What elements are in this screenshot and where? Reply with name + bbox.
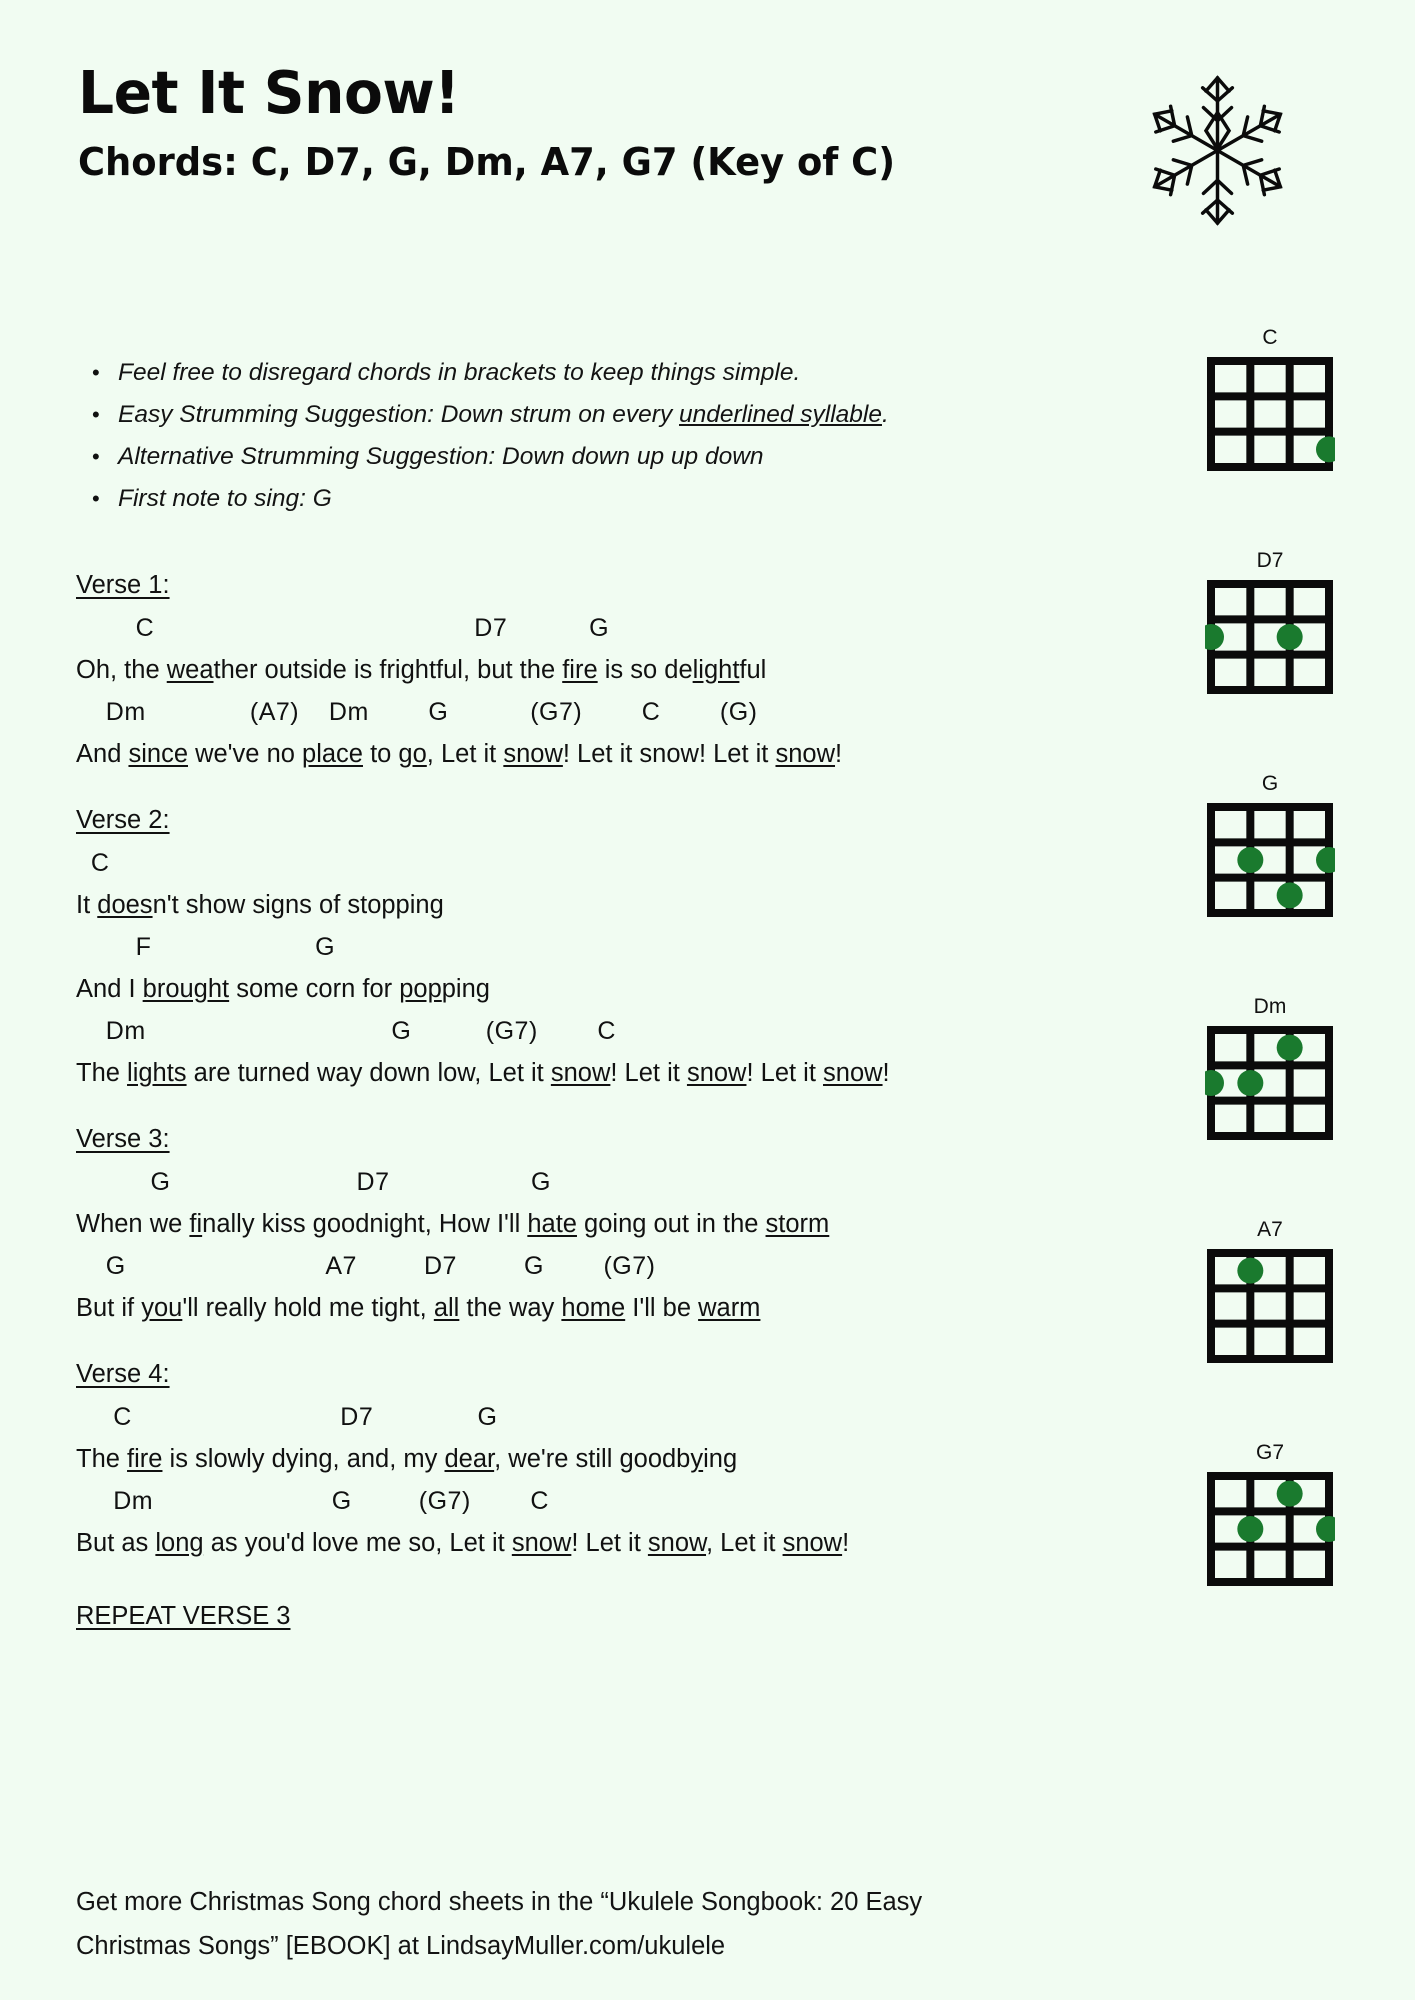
footer-line-2: Christmas Songs” [EBOOK] at LindsayMuller.com/ukulele [76, 1932, 726, 1960]
lyric-text: ping [441, 975, 490, 1003]
strum-syllable: hate [527, 1210, 577, 1238]
chord-line: F G [76, 933, 336, 961]
verse-heading: Verse 2: [76, 806, 170, 834]
strum-syllable: does [97, 891, 153, 919]
lyric-text: ! [835, 740, 843, 768]
chord-fretboard [1200, 1470, 1340, 1595]
verse-heading: Verse 3: [76, 1125, 170, 1153]
lyric-text: to [362, 740, 399, 768]
strum-syllable: go [398, 740, 427, 768]
chord-line: G D7 G [76, 1168, 551, 1196]
note-text: Feel free to disregard chords in brackets to keep things simple. [118, 359, 801, 386]
strum-syllable: snow [782, 1529, 843, 1557]
strum-syllable: place [302, 740, 363, 768]
lyric-text: Oh, the [76, 656, 167, 684]
verse-heading: Verse 4: [76, 1360, 170, 1388]
repeat-verse-note: REPEAT VERSE 3 [76, 1602, 291, 1630]
lyric-text: are turned way down low, Let it [186, 1059, 551, 1087]
strum-syllable: since [128, 740, 188, 768]
chord-diagram-label: Dm [1253, 995, 1287, 1018]
strum-syllable: snow [775, 740, 836, 768]
lyric-line [76, 1287, 1146, 1329]
chord-diagram-A7 [1200, 1217, 1340, 1372]
lyric-line [76, 1052, 1146, 1094]
strum-syllable: light [692, 656, 740, 684]
chord-diagram-D7 [1200, 548, 1340, 703]
lyric-line [76, 733, 1146, 775]
page-title: Let It Snow! [78, 58, 460, 127]
strum-syllable: fi [189, 1210, 203, 1238]
chord-fretboard [1200, 578, 1340, 703]
chord-line: C [76, 849, 110, 877]
chord-line: C D7 G [76, 1403, 498, 1431]
strum-syllable: snow [503, 740, 563, 768]
lyric-text: ing [703, 1445, 738, 1473]
lyric-text: as you'd love me so, Let it [203, 1529, 512, 1557]
note-text: Alternative Strumming Suggestion: Down down up up down [118, 443, 764, 470]
chord-line: Dm (A7) Dm G (G7) C (G) [76, 698, 758, 726]
lyric-line [76, 1203, 1146, 1245]
lyric-text: , Let it [706, 1529, 783, 1557]
chord-diagram-label: C [1262, 326, 1278, 349]
footer-line-1: Get more Christmas Song chord sheets in the “Ukulele Songbook: 20 Easy [76, 1888, 923, 1916]
lyric-line [76, 884, 1146, 926]
strum-syllable: dear [444, 1445, 495, 1473]
lyric-line [76, 968, 1146, 1010]
strum-syllable: storm [765, 1210, 830, 1238]
note-item-2 [118, 394, 1198, 436]
lyric-text: But if [76, 1294, 142, 1322]
lyric-text: ! Let it [746, 1059, 824, 1087]
chord-line: Dm G (G7) C [76, 1487, 549, 1515]
strum-syllable: y [690, 1445, 704, 1473]
lyric-text: The [76, 1445, 128, 1473]
lyric-text: I'll be [625, 1294, 699, 1322]
lyric-text: But as [76, 1529, 156, 1557]
lyric-text: It [76, 891, 98, 919]
chord-diagram-label: G7 [1255, 1441, 1284, 1464]
lyric-text: ! Let it [610, 1059, 687, 1087]
lyric-text: , we're still goodb [494, 1445, 691, 1473]
lyric-text: going out in the [576, 1210, 766, 1238]
strum-syllable: you [141, 1294, 183, 1322]
strum-syllable: long [155, 1529, 204, 1557]
lyric-line [76, 1522, 1146, 1564]
lyric-text: ! Let it snow! Let it [562, 740, 776, 768]
chord-line: Dm G (G7) C [76, 1017, 616, 1045]
strum-syllable: snow [823, 1059, 883, 1087]
lyric-text: And I [76, 975, 143, 1003]
lyric-line [76, 649, 1146, 691]
strum-syllable: snow [686, 1059, 747, 1087]
lyric-text: ! Let it [571, 1529, 648, 1557]
strum-syllable: fire [562, 656, 598, 684]
chord-fretboard [1200, 1024, 1340, 1149]
chord-fretboard [1200, 1247, 1340, 1372]
chord-diagram-G [1200, 771, 1340, 926]
lyric-text: ful [739, 656, 767, 684]
strum-syllable: snow [511, 1529, 572, 1557]
verse-block-1 [76, 568, 1146, 775]
chords-subtitle: Chords: C, D7, G, Dm, A7, G7 (Key of C) [78, 139, 896, 184]
strum-syllable: snow [647, 1529, 707, 1557]
chord-diagram-label: A7 [1257, 1218, 1283, 1241]
lyric-text: 'll really hold me tight, [182, 1294, 434, 1322]
lyric-text: ther outside is frightful, but the [213, 656, 563, 684]
footer [76, 1880, 1256, 1968]
strum-syllable: brought [142, 975, 230, 1003]
lyric-text: ! [882, 1059, 890, 1087]
chord-diagram-G7 [1200, 1440, 1340, 1595]
note-item-1 [118, 352, 1198, 394]
strum-syllable: all [433, 1294, 460, 1322]
chord-diagrams-column [1185, 325, 1355, 1663]
chord-diagram-label: D7 [1256, 549, 1284, 572]
lyrics-column [76, 568, 1146, 1634]
verse-heading: Verse 1: [76, 571, 170, 599]
lyric-text: the way [459, 1294, 562, 1322]
notes-list [88, 352, 1198, 520]
chord-diagram-Dm [1200, 994, 1340, 1149]
note-item-4 [118, 478, 1198, 520]
chord-line: C D7 G [76, 614, 610, 642]
lyric-text: The [76, 1059, 128, 1087]
note-text: Easy Strumming Suggestion: Down strum on every [118, 401, 680, 428]
note-underlined-text: underlined syllable [679, 401, 882, 428]
strum-syllable: pop [399, 975, 442, 1003]
page-header [78, 58, 1128, 184]
lyric-text: And [76, 740, 129, 768]
chord-fretboard [1200, 355, 1340, 480]
note-text-tail: . [881, 401, 889, 428]
note-item-3 [118, 436, 1198, 478]
lyric-text: , Let it [426, 740, 504, 768]
lyric-text: n't show signs of stopping [152, 891, 444, 919]
note-text: First note to sing: G [118, 485, 332, 512]
chord-diagram-label: G [1261, 772, 1279, 795]
lyric-text: nally kiss goodnight, How I'll [202, 1210, 528, 1238]
lyric-line [76, 1438, 1146, 1480]
strum-syllable: snow [550, 1059, 611, 1087]
verse-block-4 [76, 1357, 1146, 1564]
verse-block-2 [76, 803, 1146, 1094]
strum-syllable: wea [166, 656, 214, 684]
strum-syllable: fire [127, 1445, 163, 1473]
chord-line: G A7 D7 G (G7) [76, 1252, 656, 1280]
lyric-text: some corn for [229, 975, 400, 1003]
strum-syllable: lights [127, 1059, 187, 1087]
chord-diagram-C [1200, 325, 1340, 480]
lyric-text: ! [842, 1529, 850, 1557]
snowflake-icon [1135, 68, 1300, 233]
lyric-text: When we [76, 1210, 190, 1238]
strum-syllable: home [561, 1294, 626, 1322]
lyric-text: is so de [597, 656, 693, 684]
verse-block-3 [76, 1122, 1146, 1329]
chord-fretboard [1200, 801, 1340, 926]
strum-syllable: warm [698, 1294, 761, 1322]
lyric-text: is slowly dying, and, my [162, 1445, 445, 1473]
lyric-text: we've no [188, 740, 303, 768]
